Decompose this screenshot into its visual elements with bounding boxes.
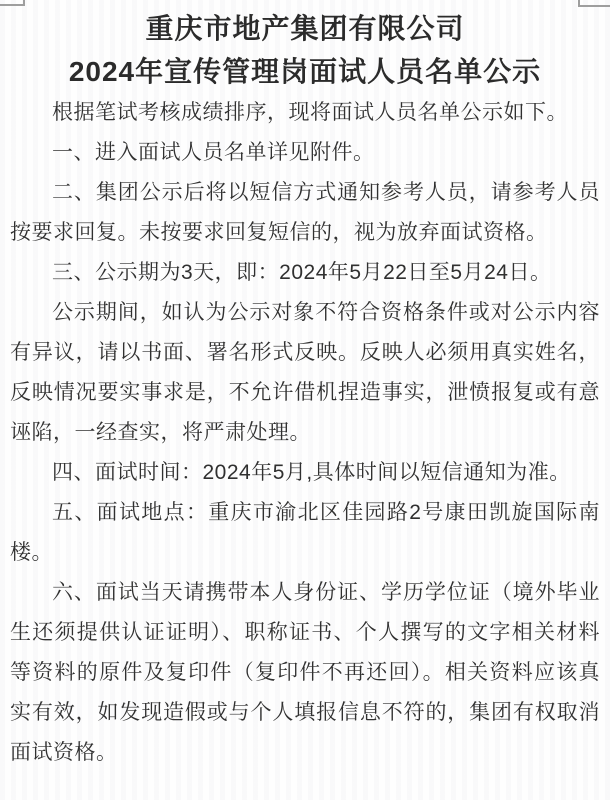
crop-mark-top-right-icon [578, 0, 610, 7]
item-1-attachment-paragraph: 一、进入面试人员名单详见附件。 [52, 141, 375, 164]
item-2-sms-notice-paragraph: 二、集团公示后将以短信方式通知参考人员，请参考人员按要求回复。未按要求回复短信的，视为放弃面试资格。 [10, 181, 600, 244]
objection-procedure-paragraph: 公示期间，如认为公示对象不符合资格条件或对公示内容有异议，请以书面、署名形式反映。反映人必须用真实姓名，反映情况要实事求是，不允许借机捏造事实，泄愤报复或有意诬陷，一经查实，将严肃处理。 [10, 301, 600, 444]
announcement-title: 2024年宣传管理岗面试人员名单公示 [68, 56, 542, 87]
item-6-required-documents-paragraph: 六、面试当天请携带本人身份证、学历学位证（境外毕业生还须提供认证证明）、职称证书、个人撰写的文字相关材料等资料的原件及复印件（复印件不再还回）。相关资料应该真实有效，如发现造假或与个人填报信息不符的，集团有权取消面试资格。 [10, 581, 600, 764]
item-4-interview-time-paragraph: 四、面试时间：2024年5月,具体时间以短信通知为准。 [52, 461, 571, 484]
item-5-interview-location-paragraph: 五、面试地点：重庆市渝北区佳园路2号康田凯旋国际南楼。 [10, 501, 600, 564]
crop-mark-top-left-icon [0, 0, 25, 6]
intro-paragraph: 根据笔试考核成绩排序，现将面试人员名单公示如下。 [52, 101, 568, 124]
item-3-publicity-period-paragraph: 三、公示期为3天，即：2024年5月22日至5月24日。 [52, 261, 552, 284]
company-title: 重庆市地产集团有限公司 [145, 13, 465, 44]
